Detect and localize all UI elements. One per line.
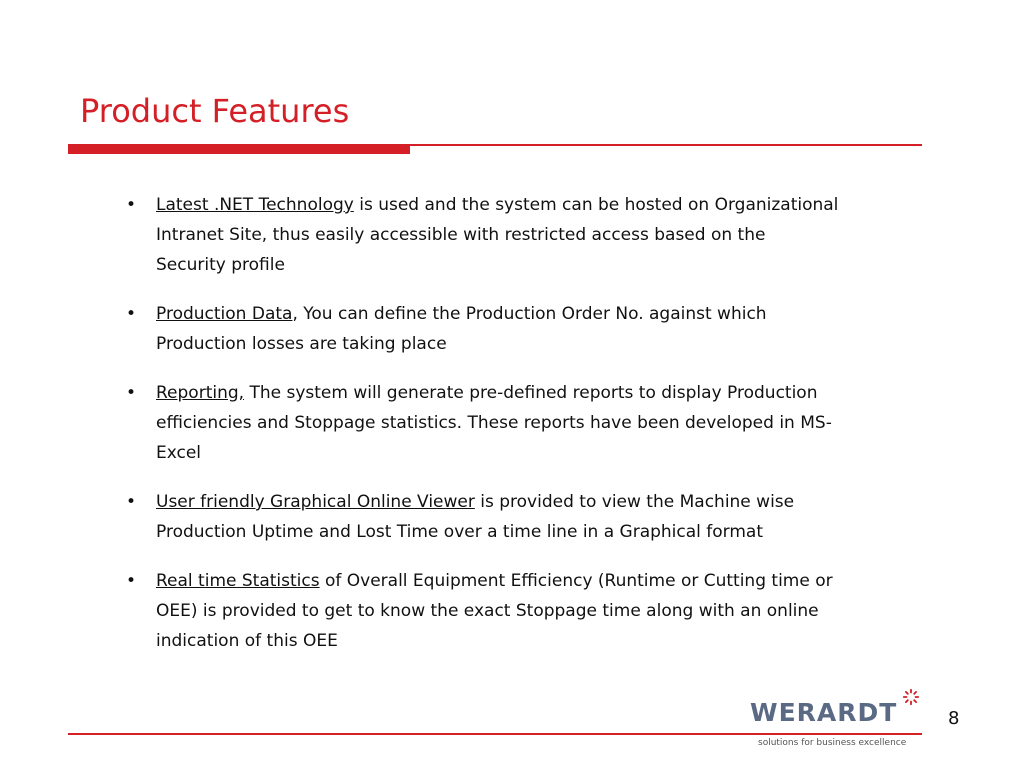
feature-term: Latest .NET Technology xyxy=(156,195,354,215)
feature-term: Real time Statistics xyxy=(156,571,320,591)
page-number: 8 xyxy=(948,708,960,729)
logo-wordmark: WERARDT xyxy=(750,698,898,727)
logo-tagline: solutions for business excellence xyxy=(758,738,907,748)
list-item xyxy=(120,566,840,656)
list-item xyxy=(120,190,840,280)
bullet-icon: • xyxy=(126,492,137,512)
title-divider-accent xyxy=(68,144,410,154)
feature-term: Reporting, xyxy=(156,383,245,403)
feature-description: of Overall Equipment Efficiency (Runtime or Cutting time or OEE) is provided to get to know the exact Stoppage time along with an online indication of this OEE xyxy=(156,571,833,651)
bullet-icon: • xyxy=(126,383,137,403)
feature-term: User friendly Graphical Online Viewer xyxy=(156,492,475,512)
feature-term: Production Data xyxy=(156,304,293,324)
company-logo xyxy=(750,688,920,728)
feature-description: The system will generate pre-defined reports to display Production efficiencies and Stoppage statistics. These reports have been developed in MS-Excel xyxy=(156,383,832,463)
footer-divider xyxy=(68,733,922,735)
list-item xyxy=(120,487,840,547)
list-item xyxy=(120,299,840,359)
feature-description: is provided to view the Machine wise Production Uptime and Lost Time over a time line in a Graphical format xyxy=(156,492,795,542)
list-item xyxy=(120,378,840,468)
feature-description: , You can define the Production Order No. against which Production losses are taking place xyxy=(156,304,767,354)
bullet-icon: • xyxy=(126,195,137,215)
feature-list xyxy=(120,190,840,675)
bullet-icon: • xyxy=(126,304,137,324)
bullet-icon: • xyxy=(126,571,137,591)
slide-title: Product Features xyxy=(80,92,350,130)
sunburst-icon xyxy=(902,688,920,706)
feature-description: is used and the system can be hosted on Organizational Intranet Site, thus easily accessible with restricted access based on the Security profile xyxy=(156,195,839,275)
